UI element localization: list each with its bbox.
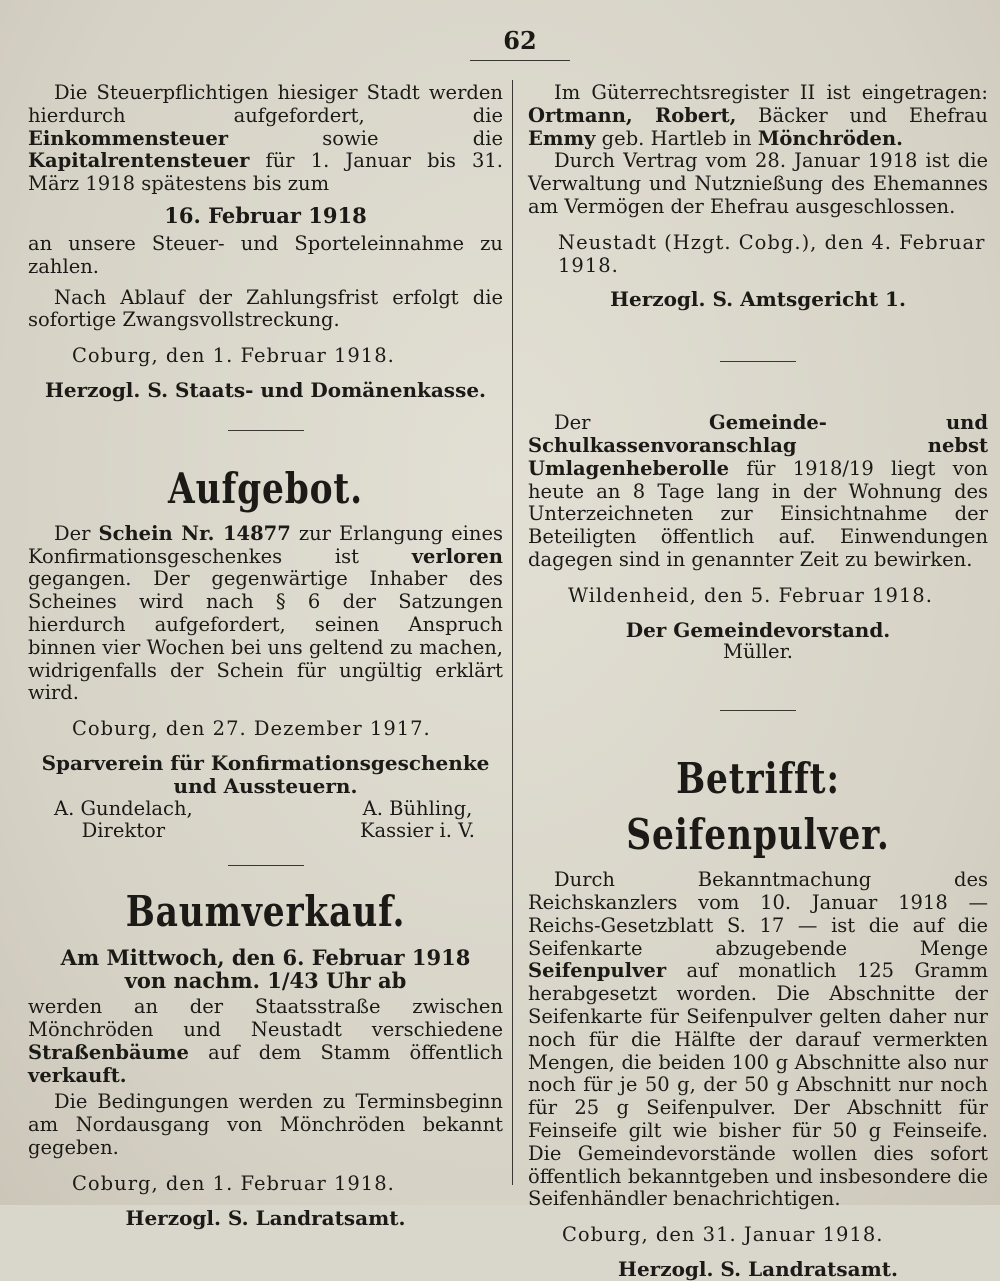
tax-signature: Herzogl. S. Staats- und Domänenkasse. bbox=[44, 377, 487, 402]
text: auf monatlich 125 Gramm herabgesetzt worden. Die Abschnitte der Seifenkarte für Seifenpulver gelten daher nur noch für die Hälfte der darauf vermerkten Mengen, die beiden 100 g Abschnitte also nur noch für je 50 g, der 50 g Abschnitt nur noch für 25 g Seifenpulver. Der Abschnitt für Feinseife gilt wie bisher für 50 g Feinseife. Die Gemeindevorstände wollen dies sofort öffentlich bekanntgeben und insbesondere die Seifenhändler benachrichtigen. bbox=[528, 959, 988, 1211]
gueterrecht-signature: Herzogl. S. Amtsgericht 1. bbox=[610, 287, 906, 312]
tax-paragraph-2: an unsere Steuer- und Sporteleinnahme zu zahlen. bbox=[28, 231, 503, 278]
signatory-role: Direktor bbox=[81, 819, 166, 843]
page-number: 62 bbox=[503, 26, 537, 55]
baumverkauf-paragraph-2: Die Bedingungen werden zu Terminsbeginn am Nordausgang von Mönchröden bekannt gegeben. bbox=[28, 1090, 503, 1159]
baumverkauf-signature: Herzogl. S. Landratsamt. bbox=[125, 1205, 406, 1230]
tax-deadline: 16. Februar 1918 bbox=[164, 202, 367, 228]
gueterrecht-paragraph-2: Durch Vertrag vom 28. Januar 1918 ist die Verwaltung und Nutznießung des Ehemannes am Vermögen der Ehefrau ausgeschlossen. bbox=[528, 149, 988, 218]
gemeinde-dateline: Wildenheid, den 5. Februar 1918. bbox=[568, 583, 933, 607]
emphasis: Emmy bbox=[528, 126, 596, 150]
signatory-name: A. Bühling, bbox=[362, 796, 473, 820]
signatory-1 bbox=[54, 798, 193, 844]
text: sowie die bbox=[228, 126, 503, 150]
baumverkauf-subtitle-2: von nachm. 1/43 Uhr ab bbox=[124, 968, 407, 994]
emphasis: Gemeinde- und Schulkassenvoranschlag nebst Umlagenheberolle bbox=[528, 411, 988, 480]
seifenpulver-dateline: Coburg, den 31. Januar 1918. bbox=[562, 1223, 884, 1247]
emphasis: Schein Nr. 14877 bbox=[98, 521, 291, 545]
emphasis: Einkommensteuer bbox=[28, 126, 229, 150]
signatory-role: Kassier i. V. bbox=[359, 819, 475, 843]
tax-notice bbox=[28, 82, 503, 402]
text: auf dem Stamm öffentlich bbox=[188, 1040, 503, 1064]
baumverkauf-paragraph bbox=[28, 996, 503, 1087]
text: Bäcker und Ehefrau bbox=[736, 103, 988, 127]
aufgebot-signature-1: Sparverein für Konfirmationsgeschenke bbox=[41, 750, 490, 775]
emphasis: verloren bbox=[411, 544, 503, 568]
gemeinde-notice bbox=[528, 412, 988, 664]
baumverkauf-title: Baumverkauf. bbox=[125, 887, 406, 937]
column-divider bbox=[512, 80, 513, 1185]
baumverkauf-dateline: Coburg, den 1. Februar 1918. bbox=[72, 1171, 395, 1195]
tax-dateline: Coburg, den 1. Februar 1918. bbox=[72, 344, 395, 368]
emphasis: Ortmann, Robert, bbox=[528, 103, 737, 127]
gemeinde-signer: Müller. bbox=[723, 640, 793, 664]
text: für 1. Januar bis 31. März 1918 spätestens bis zum bbox=[28, 149, 503, 196]
section-rule bbox=[228, 865, 304, 866]
section-rule bbox=[720, 361, 796, 362]
baumverkauf-notice bbox=[28, 884, 503, 1229]
seifenpulver-notice bbox=[528, 751, 988, 1281]
aufgebot-title: Aufgebot. bbox=[168, 463, 363, 513]
text: Die Steuerpflichtigen hiesiger Stadt werden hierdurch aufgefordert, die bbox=[28, 81, 503, 127]
aufgebot-signature-2: und Aussteuern. bbox=[173, 773, 358, 798]
emphasis: Seifenpulver bbox=[528, 959, 667, 983]
emphasis: Kapitalrentensteuer bbox=[28, 149, 250, 173]
gemeinde-paragraph bbox=[528, 412, 988, 572]
aufgebot-dateline: Coburg, den 27. Dezember 1917. bbox=[72, 717, 431, 741]
gueterrecht-paragraph bbox=[528, 82, 988, 150]
tax-paragraph bbox=[28, 82, 503, 196]
aufgebot-notice bbox=[28, 461, 503, 843]
text: werden an der Staatsstraße zwischen Mönchröden und Neustadt verschiedene bbox=[28, 995, 503, 1041]
gueterrecht-notice bbox=[528, 82, 988, 311]
signatory-2 bbox=[360, 798, 475, 844]
section-rule bbox=[720, 710, 796, 711]
text: gegangen. Der gegenwärtige Inhaber des Scheines wird nach § 6 der Satzungen hierdurch aufgefordert, seinen Anspruch binnen vier Wochen bei uns geltend zu machen, widrigenfalls der Schein für ungültig erklärt wird. bbox=[28, 567, 503, 705]
text: Der bbox=[554, 411, 710, 435]
baumverkauf-subtitle-1: Am Mittwoch, den 6. Februar 1918 bbox=[60, 945, 471, 971]
seifenpulver-signature: Herzogl. S. Landratsamt. bbox=[618, 1256, 898, 1281]
aufgebot-paragraph bbox=[28, 523, 503, 705]
gemeinde-signature: Der Gemeindevorstand. bbox=[625, 617, 891, 642]
signatory-name: A. Gundelach, bbox=[54, 796, 193, 820]
text: geb. Hartleb in bbox=[595, 126, 758, 150]
text: zur Erlangung eines Konfirmationsgeschenkes ist bbox=[28, 521, 503, 568]
text: Der bbox=[54, 521, 99, 545]
text: Im Güterrechtsregister II ist eingetragen: bbox=[554, 81, 988, 104]
aufgebot-signatories bbox=[28, 798, 503, 844]
page-number-rule bbox=[470, 60, 570, 61]
seifenpulver-paragraph bbox=[528, 869, 988, 1211]
emphasis: Mönchröden. bbox=[757, 126, 903, 150]
seifenpulver-title: Betrifft: Seifenpulver. bbox=[626, 754, 890, 860]
text: für 1918/19 liegt von heute an 8 Tage lang in der Wohnung des Unterzeichneten zur Einsichtnahme der Beteiligten öffentlich auf. Einwendungen dagegen sind in genannter Zeit zu bewirken. bbox=[528, 456, 988, 571]
text: Durch Bekanntmachung des Reichskanzlers vom 10. Januar 1918 — Reichs-Gesetzblatt S. 17 — ist die auf die Seifenkarte abzugebende Menge bbox=[528, 868, 988, 960]
section-rule bbox=[228, 430, 304, 431]
tax-paragraph-3: Nach Ablauf der Zahlungsfrist erfolgt die sofortige Zwangsvollstreckung. bbox=[28, 285, 503, 332]
gueterrecht-dateline: Neustadt (Hzgt. Cobg.), den 4. Februar 1918. bbox=[558, 230, 986, 277]
right-column bbox=[528, 82, 988, 1281]
emphasis: verkauft. bbox=[28, 1063, 127, 1087]
left-column bbox=[28, 82, 503, 1229]
emphasis: Straßenbäume bbox=[28, 1040, 189, 1064]
